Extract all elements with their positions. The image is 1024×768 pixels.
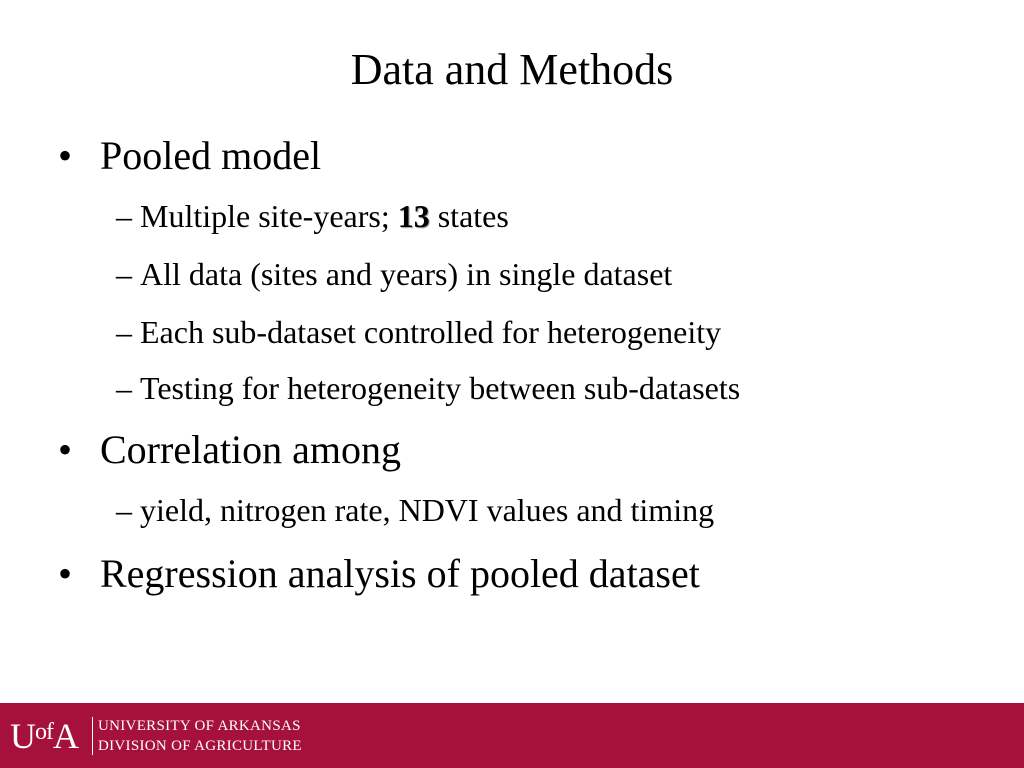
bullet-marker: • xyxy=(58,133,73,178)
bullet-text: Pooled model xyxy=(100,133,322,178)
monogram-of: of xyxy=(35,719,53,745)
bullet-marker: • xyxy=(58,551,73,596)
sub-bullet-site-years xyxy=(116,196,509,236)
sub-bullet-text-after: states xyxy=(429,198,509,234)
dash-marker: – xyxy=(116,198,132,234)
logo-university-name: UNIVERSITY OF ARKANSAS xyxy=(98,718,301,734)
sub-bullet-text: Each sub-dataset controlled for heterogeneity xyxy=(140,314,722,350)
footer-bar xyxy=(0,703,1024,768)
bullet-text: Regression analysis of pooled dataset xyxy=(100,551,700,596)
uofa-monogram xyxy=(10,713,90,759)
university-logo xyxy=(10,713,310,759)
dash-marker: – xyxy=(116,256,132,292)
monogram-a: A xyxy=(53,716,78,756)
sub-bullet-text: Testing for heterogeneity between sub-datasets xyxy=(140,370,741,406)
bullet-regression xyxy=(58,550,700,598)
sub-bullet-text: yield, nitrogen rate, NDVI values and timing xyxy=(140,492,715,528)
sub-bullet-all-data xyxy=(116,254,672,294)
states-count-highlight: 13 xyxy=(397,198,430,234)
sub-bullet-yield xyxy=(116,490,714,530)
sub-bullet-text: All data (sites and years) in single dataset xyxy=(140,256,673,292)
dash-marker: – xyxy=(116,314,132,350)
sub-bullet-controlled xyxy=(116,312,721,352)
logo-divider xyxy=(92,717,93,755)
bullet-text: Correlation among xyxy=(100,427,402,472)
sub-bullet-text-before: Multiple site-years; xyxy=(140,198,398,234)
sub-bullet-testing xyxy=(116,368,740,408)
bullet-marker: • xyxy=(58,427,73,472)
bullet-correlation xyxy=(58,426,401,474)
dash-marker: – xyxy=(116,492,132,528)
monogram-u: U xyxy=(10,716,35,756)
bullet-pooled-model xyxy=(58,132,321,180)
logo-division-name: DIVISION OF AGRICULTURE xyxy=(98,738,302,754)
slide-title: Data and Methods xyxy=(350,45,674,94)
dash-marker: – xyxy=(116,370,132,406)
